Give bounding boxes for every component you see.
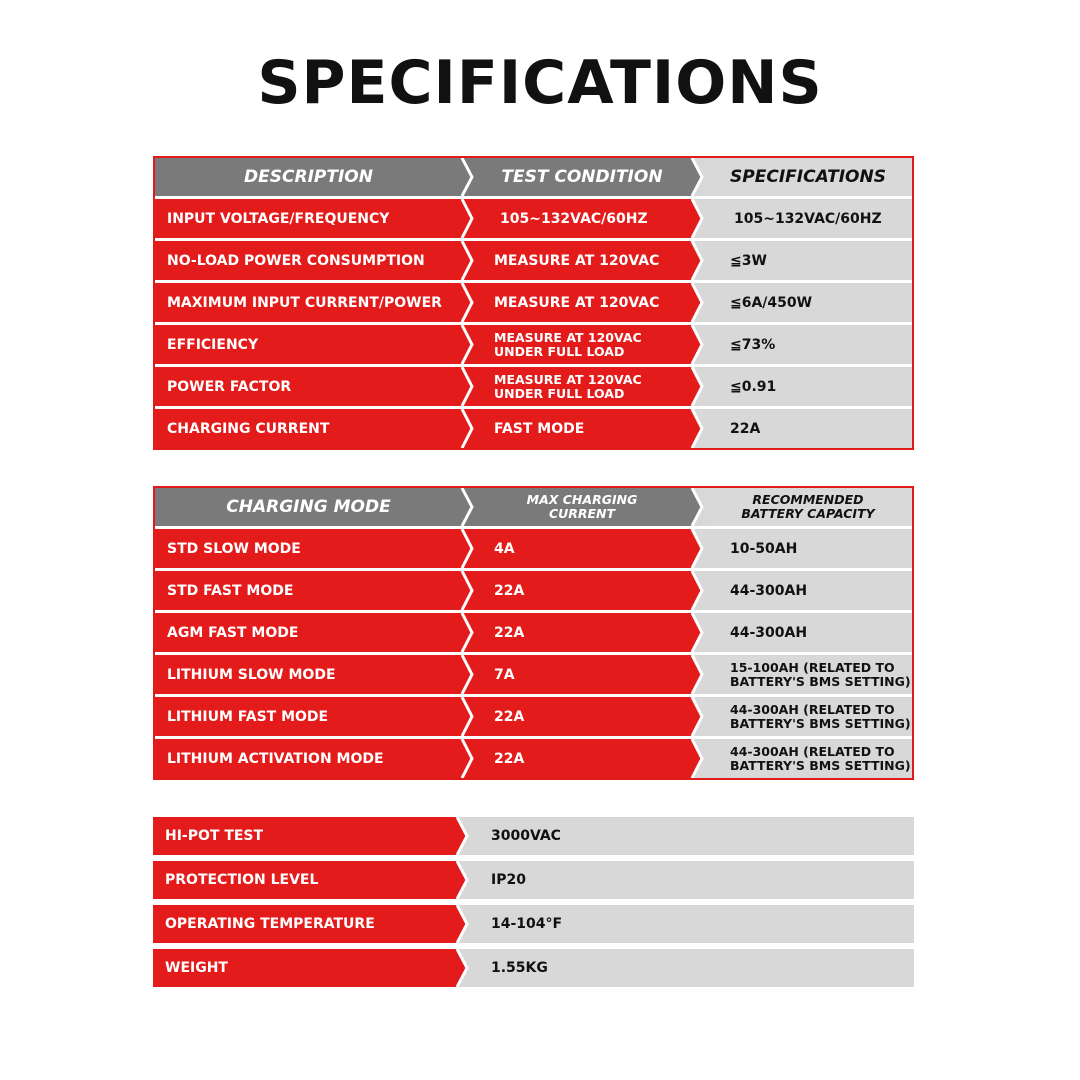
specifications-table	[153, 156, 914, 450]
battery-capacity-cell: 44-300AH	[692, 613, 912, 652]
spec-value-cell: IP20	[457, 861, 914, 899]
specification-value-cell: 105~132VAC/60HZ	[692, 199, 912, 238]
header-max-charging-current-line: MAX CHARGING	[526, 492, 638, 507]
spec-label-cell: PROTECTION LEVEL	[153, 861, 457, 899]
header-recommended-capacity	[692, 488, 912, 526]
test-condition-cell: MEASURE AT 120VAC	[462, 241, 692, 280]
header-max-charging-current-text	[527, 493, 638, 521]
test-condition-cell	[462, 367, 692, 406]
spec-label-cell: OPERATING TEMPERATURE	[153, 905, 457, 943]
test-condition-cell: 105~132VAC/60HZ	[462, 199, 692, 238]
test-condition-text	[494, 331, 642, 359]
table-row	[155, 199, 912, 238]
table-row	[155, 529, 912, 568]
specification-value-cell: ≦3W	[692, 241, 912, 280]
battery-capacity-line: BATTERY'S BMS SETTING)	[730, 673, 911, 689]
battery-capacity-line: BATTERY'S BMS SETTING)	[730, 757, 911, 773]
page-title: SPECIFICATIONS	[257, 48, 823, 118]
header-charging-mode: CHARGING MODE	[155, 488, 462, 526]
charging-mode-cell: LITHIUM ACTIVATION MODE	[155, 739, 462, 778]
charging-mode-cell: LITHIUM SLOW MODE	[155, 655, 462, 694]
table-header-row	[155, 158, 912, 196]
max-current-cell: 22A	[462, 571, 692, 610]
table-row	[155, 325, 912, 364]
table-row	[155, 241, 912, 280]
max-current-cell: 22A	[462, 613, 692, 652]
test-condition-line: MEASURE AT 120VAC	[494, 329, 642, 345]
general-specs-table	[153, 817, 914, 993]
battery-capacity-text	[730, 745, 911, 773]
table-row	[153, 949, 914, 987]
spec-label-cell: WEIGHT	[153, 949, 457, 987]
table-row	[155, 613, 912, 652]
header-test-condition: TEST CONDITION	[462, 158, 692, 196]
table-row	[155, 655, 912, 694]
specification-value-cell: ≦6A/450W	[692, 283, 912, 322]
header-recommended-capacity-line: BATTERY CAPACITY	[741, 506, 875, 521]
description-cell: CHARGING CURRENT	[155, 409, 462, 448]
test-condition-cell: FAST MODE	[462, 409, 692, 448]
charging-mode-cell: AGM FAST MODE	[155, 613, 462, 652]
header-specifications: SPECIFICATIONS	[692, 158, 912, 196]
battery-capacity-line: 44-300AH (RELATED TO	[730, 743, 895, 759]
max-current-cell: 22A	[462, 739, 692, 778]
description-cell: POWER FACTOR	[155, 367, 462, 406]
table-row	[153, 905, 914, 943]
table-row	[155, 739, 912, 778]
test-condition-cell: MEASURE AT 120VAC	[462, 283, 692, 322]
description-cell: EFFICIENCY	[155, 325, 462, 364]
test-condition-line: MEASURE AT 120VAC	[494, 371, 642, 387]
battery-capacity-text	[730, 661, 911, 689]
battery-capacity-cell: 44-300AH	[692, 571, 912, 610]
specification-value-cell: ≦73%	[692, 325, 912, 364]
charging-mode-cell: STD SLOW MODE	[155, 529, 462, 568]
header-recommended-capacity-line: RECOMMENDED	[752, 492, 864, 507]
table-row	[155, 283, 912, 322]
charging-mode-table	[153, 486, 914, 780]
specification-value-cell: ≦0.91	[692, 367, 912, 406]
battery-capacity-line: 15-100AH (RELATED TO	[730, 659, 895, 675]
spec-value-cell: 14-104°F	[457, 905, 914, 943]
battery-capacity-cell: 10-50AH	[692, 529, 912, 568]
battery-capacity-line: 44-300AH (RELATED TO	[730, 701, 895, 717]
description-cell: INPUT VOLTAGE/FREQUENCY	[155, 199, 462, 238]
max-current-cell: 4A	[462, 529, 692, 568]
test-condition-cell	[462, 325, 692, 364]
charging-mode-cell: STD FAST MODE	[155, 571, 462, 610]
table-row	[155, 697, 912, 736]
table-row	[153, 817, 914, 855]
description-cell: NO-LOAD POWER CONSUMPTION	[155, 241, 462, 280]
battery-capacity-text	[730, 703, 911, 731]
header-max-charging-current-line: CURRENT	[548, 506, 616, 521]
table-header-row	[155, 488, 912, 526]
spec-label-cell: HI-POT TEST	[153, 817, 457, 855]
header-max-charging-current	[462, 488, 692, 526]
table-row	[155, 409, 912, 448]
max-current-cell: 22A	[462, 697, 692, 736]
specification-value-cell: 22A	[692, 409, 912, 448]
test-condition-line: UNDER FULL LOAD	[494, 343, 625, 359]
spec-value-cell: 1.55KG	[457, 949, 914, 987]
max-current-cell: 7A	[462, 655, 692, 694]
table-row	[155, 367, 912, 406]
table-row	[153, 861, 914, 899]
header-recommended-capacity-text	[741, 493, 874, 521]
battery-capacity-cell	[692, 655, 912, 694]
description-cell: MAXIMUM INPUT CURRENT/POWER	[155, 283, 462, 322]
battery-capacity-cell	[692, 739, 912, 778]
charging-mode-cell: LITHIUM FAST MODE	[155, 697, 462, 736]
test-condition-text	[494, 373, 642, 401]
table-row	[155, 571, 912, 610]
header-description: DESCRIPTION	[155, 158, 462, 196]
test-condition-line: UNDER FULL LOAD	[494, 385, 625, 401]
spec-value-cell: 3000VAC	[457, 817, 914, 855]
battery-capacity-cell	[692, 697, 912, 736]
battery-capacity-line: BATTERY'S BMS SETTING)	[730, 715, 911, 731]
